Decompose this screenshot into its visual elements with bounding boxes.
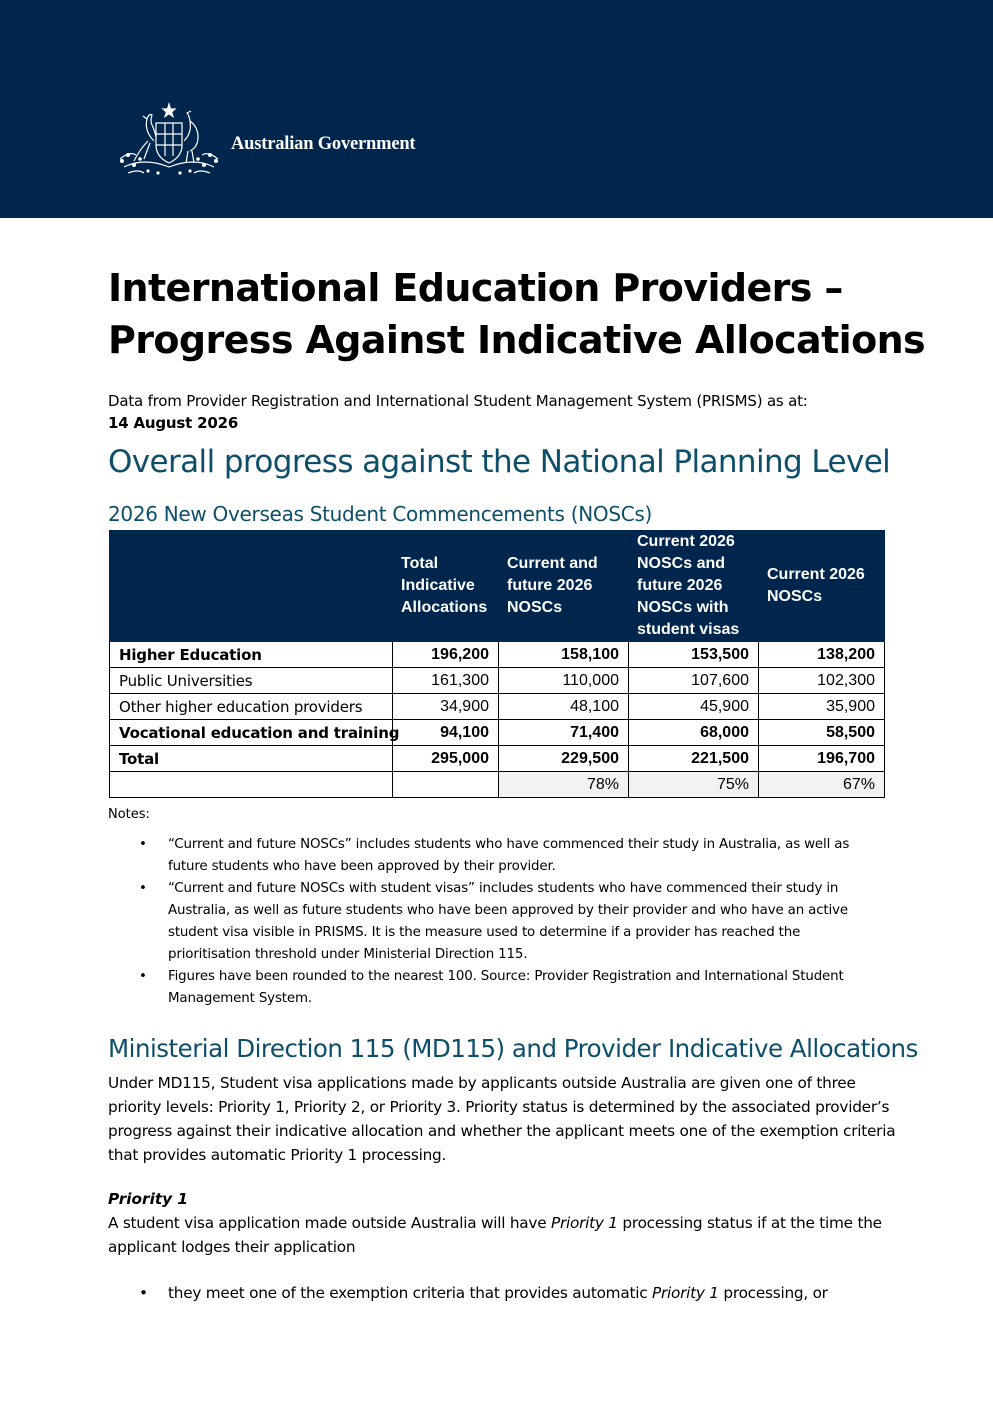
table-header-cell: Total Indicative Allocations xyxy=(393,531,499,642)
section-heading-md115: Ministerial Direction 115 (MD115) and Provider Indicative Allocations xyxy=(108,1034,918,1063)
percentage-cell: 78% xyxy=(499,772,629,798)
table-cell: 221,500 xyxy=(629,746,759,772)
table-cell: 68,000 xyxy=(629,720,759,746)
table-cell: 35,900 xyxy=(759,694,885,720)
table-cell: 110,000 xyxy=(499,668,629,694)
table-cell: 158,100 xyxy=(499,642,629,668)
table-cell: 229,500 xyxy=(499,746,629,772)
percentage-cell: 67% xyxy=(759,772,885,798)
table-row-total xyxy=(110,746,885,772)
priority1-text-start: A student visa application made outside Australia will have xyxy=(108,1214,551,1232)
table-cell: 71,400 xyxy=(499,720,629,746)
md115-paragraph: Under MD115, Student visa applications made by applicants outside Australia are given one of three priority levels: Priority 1, Priority 2, or Priority 3. Priority status is determined by the associated provider’s progress against their indicative allocation and whether the applicant meets one of the exemption criteria that provides automatic Priority 1 processing. xyxy=(108,1074,896,1164)
table-cell: 48,100 xyxy=(499,694,629,720)
table-header-cell: Current and future 2026 NOSCs xyxy=(499,531,629,642)
table-header-row xyxy=(110,531,885,642)
intro-text: Data from Provider Registration and International Student Management System (PRISMS) as at: xyxy=(108,392,808,410)
row-label: Public Universities xyxy=(110,668,393,694)
bullet-icon: • xyxy=(139,969,147,984)
table-cell: 196,700 xyxy=(759,746,885,772)
table-header-cell xyxy=(110,531,393,642)
note-item xyxy=(108,878,868,966)
priority1-heading: Priority 1 xyxy=(108,1190,189,1208)
table-cell xyxy=(393,772,499,798)
nosc-table xyxy=(109,530,885,798)
note-text: “Current and future NOSCs with student visas” includes students who have commenced their study in Australia, as well as future students who have been approved by their provider and who have an active student visa visible in PRISMS. It is the measure used to determine if a provider has reached the prioritisation threshold under Ministerial Direction 115. xyxy=(168,881,848,962)
row-label: Other higher education providers xyxy=(110,694,393,720)
note-text: Figures have been rounded to the nearest 100. Source: Provider Registration and International Student Management System. xyxy=(168,969,844,1006)
coat-of-arms-icon xyxy=(114,101,224,181)
government-banner xyxy=(0,0,993,218)
table-cell: 153,500 xyxy=(629,642,759,668)
table-cell: 295,000 xyxy=(393,746,499,772)
table-cell: 58,500 xyxy=(759,720,885,746)
table-header-cell: Current 2026 NOSCs xyxy=(759,531,885,642)
section-heading-overall: Overall progress against the National Planning Level xyxy=(108,444,891,480)
government-name: Australian Government xyxy=(231,134,416,154)
percentage-cell: 75% xyxy=(629,772,759,798)
row-label: Total xyxy=(110,746,393,772)
table-cell: 138,200 xyxy=(759,642,885,668)
intro-paragraph xyxy=(108,390,888,434)
note-item xyxy=(108,834,868,878)
table-row-percentages xyxy=(110,772,885,798)
table-header-cell: Current 2026 NOSCs and future 2026 NOSCs with student visas xyxy=(629,531,759,642)
table-cell: 102,300 xyxy=(759,668,885,694)
table-cell: 107,600 xyxy=(629,668,759,694)
bullet-text-end: processing, or xyxy=(718,1284,828,1302)
priority1-text-end: processing status if at the time the applicant lodges their application xyxy=(108,1214,882,1256)
priority1-paragraph xyxy=(108,1211,898,1259)
priority1-text-emphasis: Priority 1 xyxy=(550,1214,618,1232)
row-label xyxy=(110,772,393,798)
note-text: “Current and future NOSCs” includes students who have commenced their study in Australia, as well as future students who have been approved by their provider. xyxy=(168,837,850,874)
priority1-bullet xyxy=(108,1281,898,1305)
table-cell: 94,100 xyxy=(393,720,499,746)
table-cell: 45,900 xyxy=(629,694,759,720)
table-row xyxy=(110,694,885,720)
notes-label: Notes: xyxy=(108,807,150,822)
table-row xyxy=(110,668,885,694)
bullet-icon: • xyxy=(139,1284,148,1302)
table-cell: 34,900 xyxy=(393,694,499,720)
document-title: International Education Providers – Progress Against Indicative Allocations xyxy=(108,266,926,362)
table-cell: 161,300 xyxy=(393,668,499,694)
table-subheading: 2026 New Overseas Student Commencements (NOSCs) xyxy=(108,502,653,526)
table-row xyxy=(110,720,885,746)
data-date: 14 August 2026 xyxy=(108,414,239,432)
row-label: Higher Education xyxy=(110,642,393,668)
bullet-text-start: they meet one of the exemption criteria that provides automatic xyxy=(168,1284,652,1302)
bullet-icon: • xyxy=(139,881,147,896)
row-label: Vocational education and training xyxy=(110,720,393,746)
table-cell: 196,200 xyxy=(393,642,499,668)
note-item xyxy=(108,966,868,1010)
table-row xyxy=(110,642,885,668)
notes-list xyxy=(108,834,868,1010)
bullet-icon: • xyxy=(139,837,147,852)
bullet-text-emphasis: Priority 1 xyxy=(651,1284,719,1302)
